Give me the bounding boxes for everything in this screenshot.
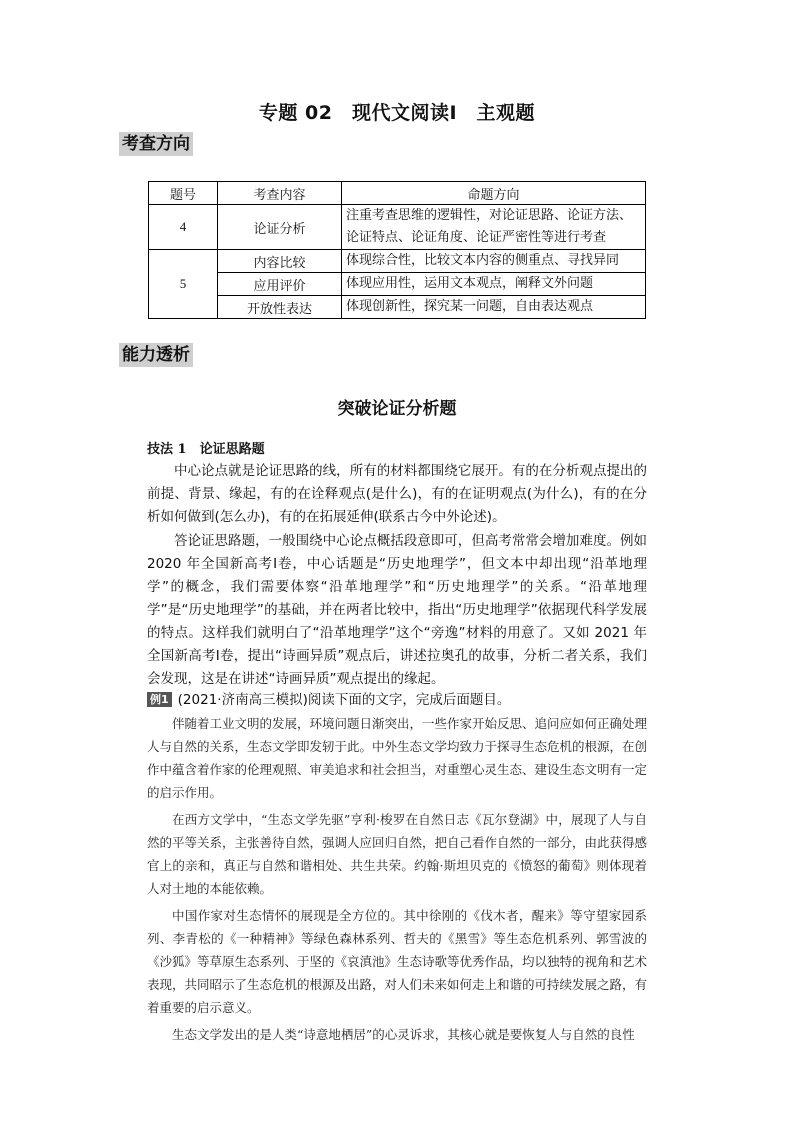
reading-paragraph: 中国作家对生态情怀的展现是全方位的。其中徐刚的《伐木者，醒来》等守望家园系列、李青松的《一种精神》等绿色森林系列、哲夫的《黑雪》等生态危机系列、郭雪波的《沙狐》等草原生态系列、于坚的《哀滇池》生态诗歌等优秀作品，均以独特的视角和艺术表现，共同昭示了生态危机的根源及出路，对人们未来如何走上和谐的可持续发展之路，有着重要的启示意义。 [147, 908, 648, 1015]
table-cell-content: 论证分析 [218, 205, 342, 250]
table-row [149, 296, 646, 319]
example-badge: 例1 [147, 692, 172, 707]
table-cell-direction: 体现综合性，比较文本内容的侧重点、寻找异同 [342, 250, 646, 273]
table-cell-content: 内容比较 [218, 250, 342, 273]
table-cell-direction: 体现创新性，探究某一问题，自由表达观点 [342, 296, 646, 319]
table-header-row [149, 182, 646, 205]
table-cell-direction: 体现应用性，运用文本观点，阐释文外问题 [342, 273, 646, 296]
table-header-cell: 题号 [149, 182, 218, 205]
section-subtitle: 突破论证分析题 [337, 399, 457, 419]
reading-paragraph: 伴随着工业文明的发展，环境问题日渐突出，一些作家开始反思、追问应如何正确处理人与自然的关系，生态文学即发轫于此。中外生态文学均致力于探寻生态危机的根源，在创作中蕴含着作家的伦理观照、审美追求和社会担当，对重塑心灵生态、建设生态文明有一定的启示作用。 [147, 716, 648, 800]
table-cell-content: 应用评价 [218, 273, 342, 296]
method-paragraph-2: 答论证思路题，一般围绕中心论点概括段意即可，但高考常常会增加难度。例如 2020 年全国新高考Ⅰ卷，中心话题是“历史地理学”，但文本中却出现“沿革地理学”的概念，我们需要体察“沿革地理学”和“历史地理学”的关系。“沿革地理学”是“历史地理学”的基础，并在两者比较中，指出“历史地理学”依据现代科学发展的特点。这样我们就明白了“沿革地理学”这个“旁逸”材料的用意了。又如 2021 年全国新高考Ⅰ卷，提出“诗画异质”观点后，讲述拉奥孔的故事，分析二者关系，我们会发现，这是在讲述“诗画异质”观点提出的缘起。 [147, 533, 647, 687]
table-cell-content: 开放性表达 [218, 296, 342, 319]
table-row [149, 250, 646, 273]
table-cell-num: 5 [149, 250, 218, 319]
reading-passage [147, 712, 647, 1050]
reading-paragraph: 在西方文学中，“生态文学先驱”亨利·梭罗在自然日志《瓦尔登湖》中，展现了人与自然的平等关系，主张善待自然，强调人应回归自然，把自己看作自然的一部分，由此获得感官上的亲和，真正与自然和谐相处、共生共荣。约翰·斯坦贝克的《愤怒的葡萄》则体现着人对土地的本能依赖。 [147, 812, 648, 896]
example-prompt-text: (2021·济南高三模拟)阅读下面的文字，完成后面题目。 [177, 692, 511, 708]
method-heading: 技法 1 论证思路题 [147, 442, 265, 457]
example-prompt [147, 690, 647, 710]
table-row [149, 205, 646, 250]
table-row [149, 273, 646, 296]
exam-direction-table [148, 181, 646, 319]
table-header-cell: 命题方向 [342, 182, 646, 205]
table-cell-num: 4 [149, 205, 218, 250]
section-label-ability: 能力透析 [119, 343, 193, 367]
reading-paragraph: 生态文学发出的是人类“诗意地栖居”的心灵诉求，其核心就是要恢复人与自然的良性 [172, 1027, 635, 1042]
table-header-cell: 考查内容 [218, 182, 342, 205]
table-cell-direction: 注重考查思维的逻辑性，对论证思路、论证方法、论证特点、论证角度、论证严密性等进行考查 [342, 205, 646, 250]
page-title: 专题 02 现代文阅读Ⅰ 主观题 [258, 102, 536, 124]
method-paragraph-1: 中心论点就是论证思路的线，所有的材料都围绕它展开。有的在分析观点提出的前提、背景、缘起，有的在诠释观点(是什么)，有的在证明观点(为什么)，有的在分析如何做到(怎么办)，有的在拓展延伸(联系古今中外论述)。 [147, 463, 647, 525]
section-label-direction: 考查方向 [119, 132, 193, 156]
